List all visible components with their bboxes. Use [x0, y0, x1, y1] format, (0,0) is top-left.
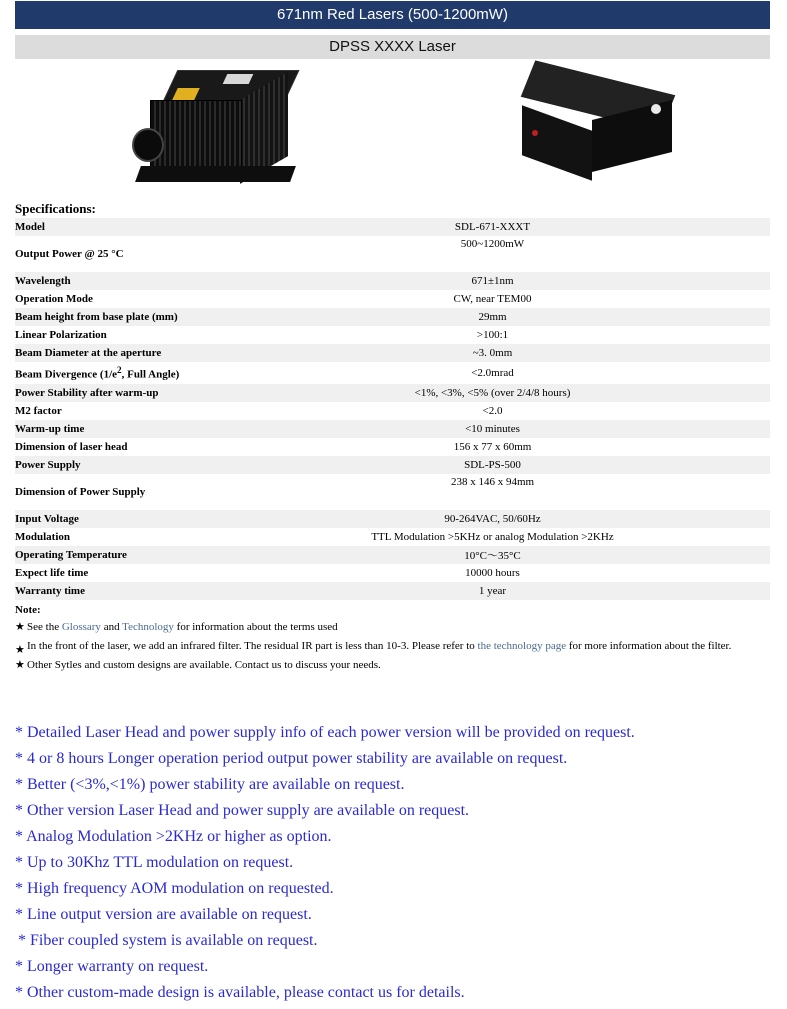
spec-label: Model	[15, 221, 45, 233]
spec-label: Beam height from base plate (mm)	[15, 311, 178, 323]
table-row	[15, 528, 770, 546]
note-text: See the	[27, 621, 62, 633]
spec-label: Operating Temperature	[15, 549, 127, 561]
power-supply-photo	[508, 66, 674, 190]
list-item: * Up to 30Khz TTL modulation on request.	[15, 854, 294, 871]
spec-label: Power Supply	[15, 459, 81, 471]
table-row	[15, 438, 770, 456]
spec-value: 238 x 146 x 94mm	[450, 476, 535, 488]
spec-value: >100:1	[476, 329, 509, 341]
table-row	[15, 474, 770, 510]
table-row	[15, 456, 770, 474]
list-item: * Better (<3%,<1%) power stability are available on request.	[15, 776, 405, 793]
spec-value: CW, near TEM00	[453, 293, 532, 305]
spec-value: 156 x 77 x 60mm	[453, 441, 532, 453]
spec-value: <2.0	[482, 405, 503, 417]
spec-label: Linear Polarization	[15, 329, 107, 341]
spec-label	[15, 362, 215, 384]
table-row	[15, 546, 770, 564]
spec-value: 10000 hours	[465, 567, 520, 579]
star-icon: ★	[15, 621, 25, 633]
table-row	[15, 582, 770, 600]
laser-head-photo	[130, 66, 296, 192]
laser-head-base	[135, 166, 296, 182]
laser-aperture	[132, 128, 164, 162]
glossary-link[interactable]: Glossary	[61, 621, 101, 633]
table-row	[15, 420, 770, 438]
table-row	[15, 510, 770, 528]
table-row	[15, 290, 770, 308]
spec-label: Operation Mode	[15, 293, 93, 305]
spec-label: Expect life time	[15, 567, 89, 579]
power-indicator-icon	[532, 130, 538, 136]
spec-label: Wavelength	[15, 275, 71, 287]
spec-label: Input Voltage	[15, 513, 79, 525]
note-text: and	[100, 621, 123, 633]
table-row	[15, 272, 770, 290]
note-text: In the front of the laser, we add an infrared filter. The residual IR part is less than 10-3. Please refer to	[27, 640, 478, 652]
spec-label: Dimension of Power Supply	[15, 486, 146, 498]
specifications-heading: Specifications:	[15, 201, 96, 216]
table-row	[15, 218, 770, 236]
table-row	[15, 344, 770, 362]
star-icon: ★	[15, 659, 25, 671]
spec-value: <2.0mrad	[471, 367, 514, 379]
spec-label-part: , Full Angle)	[121, 368, 180, 381]
request-options-list	[15, 720, 775, 1006]
spec-label: M2 factor	[15, 405, 62, 417]
star-icon: ★	[15, 644, 25, 656]
product-subtitle: DPSS XXXX Laser	[15, 35, 770, 59]
spec-label: Beam Diameter at the aperture	[15, 347, 162, 359]
spec-value: 90-264VAC, 50/60Hz	[444, 513, 541, 525]
spec-label: Warranty time	[15, 585, 85, 597]
page-title: 671nm Red Lasers (500-1200mW)	[15, 1, 770, 29]
list-item: * High frequency AOM modulation on requested.	[15, 880, 334, 897]
list-item: * Other version Laser Head and power supply are available on request.	[15, 802, 470, 819]
info-label	[223, 74, 254, 84]
spec-value: 671±1nm	[471, 275, 514, 287]
spec-value: <10 minutes	[465, 423, 520, 435]
note-text: Other Sytles and custom designs are available. Contact us to discuss your needs.	[27, 659, 381, 671]
spec-label: Dimension of laser head	[15, 441, 128, 453]
note-item	[15, 620, 760, 635]
technology-page-link[interactable]: the technology page	[477, 640, 567, 652]
notes-title: Note:	[15, 604, 41, 616]
spec-value: 500~1200mW	[460, 238, 525, 250]
list-item: * Longer warranty on request.	[15, 958, 209, 975]
list-item: * 4 or 8 hours Longer operation period output power stability are available on request.	[15, 750, 568, 767]
power-supply-front	[522, 105, 592, 180]
spec-value: TTL Modulation >5KHz or analog Modulation >2KHz	[371, 531, 614, 543]
spec-label: Modulation	[15, 531, 71, 543]
table-row	[15, 402, 770, 420]
laser-head-front	[150, 100, 242, 172]
spec-value: 10°C～35°C	[464, 550, 521, 562]
table-row	[15, 362, 770, 384]
note-text: for information about the terms used	[173, 621, 338, 633]
table-row	[15, 236, 770, 272]
list-item: * Line output version are available on request.	[15, 906, 312, 923]
technology-link[interactable]: Technology	[122, 621, 174, 633]
notes-section	[15, 604, 760, 677]
note-item	[15, 639, 760, 654]
table-row	[15, 384, 770, 402]
spec-value: 29mm	[478, 311, 507, 323]
list-item: * Detailed Laser Head and power supply info of each power version will be provided on request.	[15, 724, 635, 741]
power-switch-icon	[651, 104, 661, 114]
list-item: * Other custom-made design is available, please contact us for details.	[15, 984, 465, 1001]
spec-label: Power Stability after warm-up	[15, 387, 159, 399]
table-row	[15, 564, 770, 582]
table-row	[15, 326, 770, 344]
spec-value: SDL-PS-500	[464, 459, 521, 471]
list-item: * Fiber coupled system is available on request.	[18, 932, 318, 949]
spec-label: Output Power @ 25 °C	[15, 248, 124, 260]
spec-value: SDL-671-XXXT	[454, 221, 531, 233]
spec-label-part: Beam Divergence (1/e	[15, 368, 118, 381]
note-item	[15, 658, 760, 673]
specifications-table	[15, 218, 770, 600]
list-item: * Analog Modulation >2KHz or higher as option.	[15, 828, 332, 845]
table-row	[15, 308, 770, 326]
spec-label: Warm-up time	[15, 423, 85, 435]
spec-value: ~3. 0mm	[472, 347, 513, 359]
spec-value: <1%, <3%, <5% (over 2/4/8 hours)	[414, 387, 571, 399]
note-text: for more information about the filter.	[566, 640, 732, 652]
spec-value: 1 year	[478, 585, 507, 597]
spec-label-superscript: 2	[117, 365, 122, 376]
